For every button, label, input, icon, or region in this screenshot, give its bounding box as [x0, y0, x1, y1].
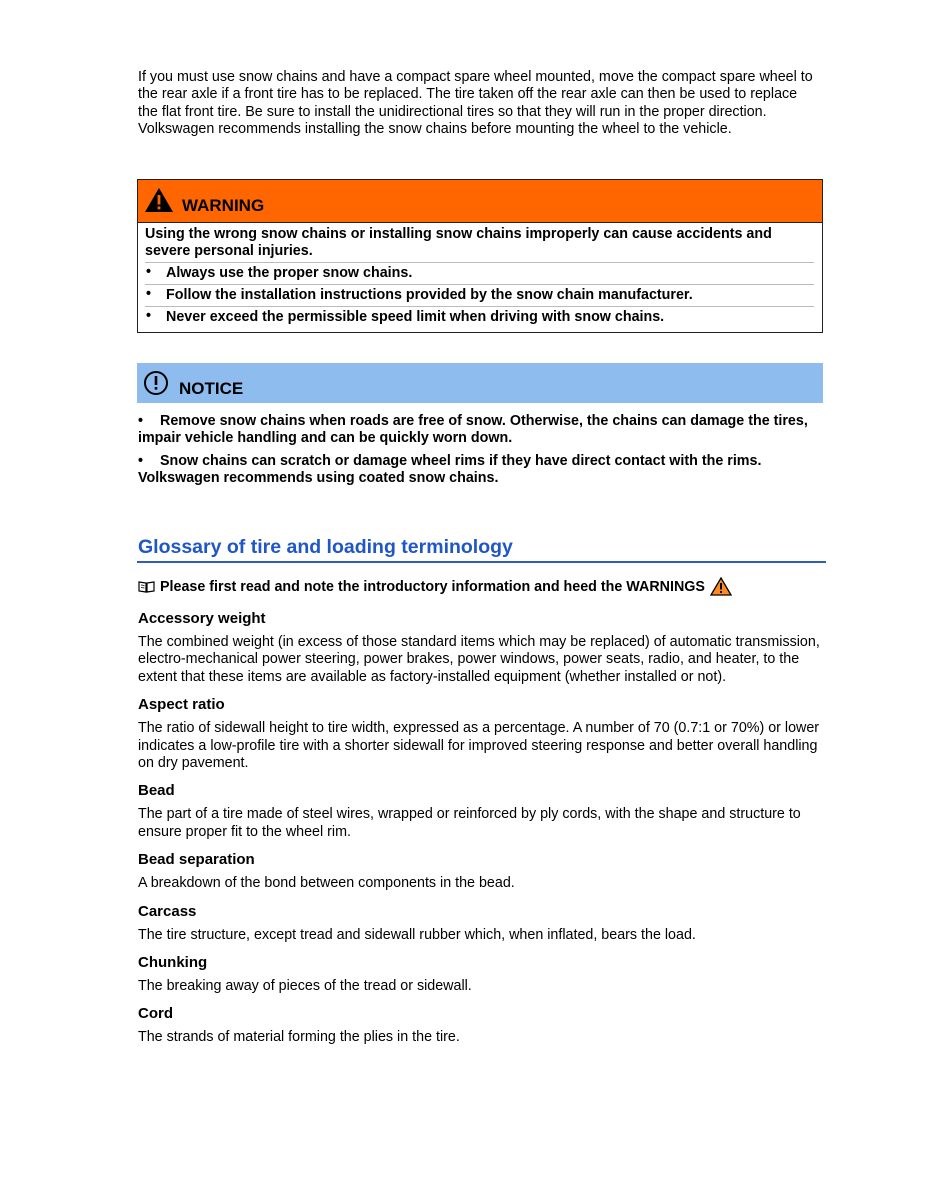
term-definition: The part of a tire made of steel wires, wrapped or reinforced by ply cords, with the shape and structure to ensure proper fit to the wheel rim. — [138, 806, 801, 840]
glossary-entry — [138, 954, 826, 995]
section-title: Glossary of tire and loading terminology — [138, 536, 513, 558]
exclamation-circle-icon — [143, 370, 169, 396]
glossary-entry — [138, 696, 826, 772]
warning-item: • Never exceed the permissible speed limit when driving with snow chains. — [145, 306, 814, 328]
warning-item: • Always use the proper snow chains. — [145, 262, 814, 284]
warning-body — [138, 223, 822, 332]
term-title: Cord — [138, 1005, 173, 1023]
notice-title: NOTICE — [179, 379, 244, 398]
term-title: Carcass — [138, 902, 197, 920]
term-title: Bead separation — [138, 851, 255, 869]
term-definition: A breakdown of the bond between components in the bead. — [138, 875, 515, 892]
term-definition: The tire structure, except tread and sidewall rubber which, when inflated, bears the load. — [138, 926, 696, 943]
notice-item: • Snow chains can scratch or damage wheel rims if they have direct contact with the rims. Volkswagen recommends using coated snow chains. — [138, 452, 762, 487]
intro-paragraph: If you must use snow chains and have a compact spare wheel mounted, move the compact spare wheel to the rear axle if a front tire has to be replaced. The tire taken off the rear axle can then be used to replace the flat front tire. Be sure to install the unidirectional tires so that they will run in the proper direction. Volkswagen recommends installing the snow chains before mounting the wheel to the vehicle. — [138, 69, 813, 138]
term-title: Bead — [138, 782, 175, 800]
notice-body — [138, 413, 818, 493]
glossary-terms — [138, 610, 826, 1057]
glossary-entry — [138, 851, 826, 892]
term-definition: The ratio of sidewall height to tire width, expressed as a percentage. A number of 70 (0.7:1 or 70%) or lower indicates a low-profile tire with a shorter sidewall for improved steering response and better overall handling on dry pavement. — [138, 720, 820, 772]
warning-triangle-icon — [710, 577, 732, 596]
notice-item: • Remove snow chains when roads are free of snow. Otherwise, the chains can damage the tires, impair vehicle handling and can be quickly worn down. — [138, 413, 808, 447]
term-title: Aspect ratio — [138, 696, 225, 714]
bullet-icon: • — [146, 308, 152, 324]
term-definition: The combined weight (in excess of those standard items which may be replaced) of automatic transmission, electro-mechanical power steering, power brakes, power windows, power seats, radio, and heater, to the extent that these items are available as factory-installed equipment (whether installed or not). — [138, 634, 820, 685]
open-book-icon — [138, 580, 155, 593]
warning-triangle-icon — [144, 187, 174, 213]
warning-lead: Using the wrong snow chains or installing snow chains improperly can cause accidents and severe personal injuries. — [145, 226, 772, 259]
bullet-icon: • — [138, 413, 144, 429]
read-note-text: Please first read and note the introductory information and heed the WARNINGS — [160, 578, 705, 595]
read-note — [138, 577, 732, 596]
term-title: Accessory weight — [138, 610, 266, 627]
glossary-entry — [138, 610, 826, 686]
term-definition: The strands of material forming the plies in the tire. — [138, 1029, 460, 1046]
term-definition: The breaking away of pieces of the tread or sidewall. — [138, 978, 472, 995]
bullet-icon: • — [146, 264, 152, 280]
bullet-icon: • — [138, 452, 144, 469]
glossary-entry — [138, 782, 826, 841]
glossary-entry — [138, 1005, 826, 1046]
glossary-entry — [138, 903, 826, 944]
section-divider — [137, 561, 826, 563]
bullet-icon: • — [146, 286, 152, 302]
warning-header — [138, 180, 822, 223]
term-title: Chunking — [138, 954, 208, 972]
notice-header — [137, 363, 823, 403]
warning-item: • Follow the installation instructions provided by the snow chain manufacturer. — [145, 284, 814, 306]
warning-title: WARNING — [182, 196, 265, 215]
warning-box — [137, 179, 823, 333]
